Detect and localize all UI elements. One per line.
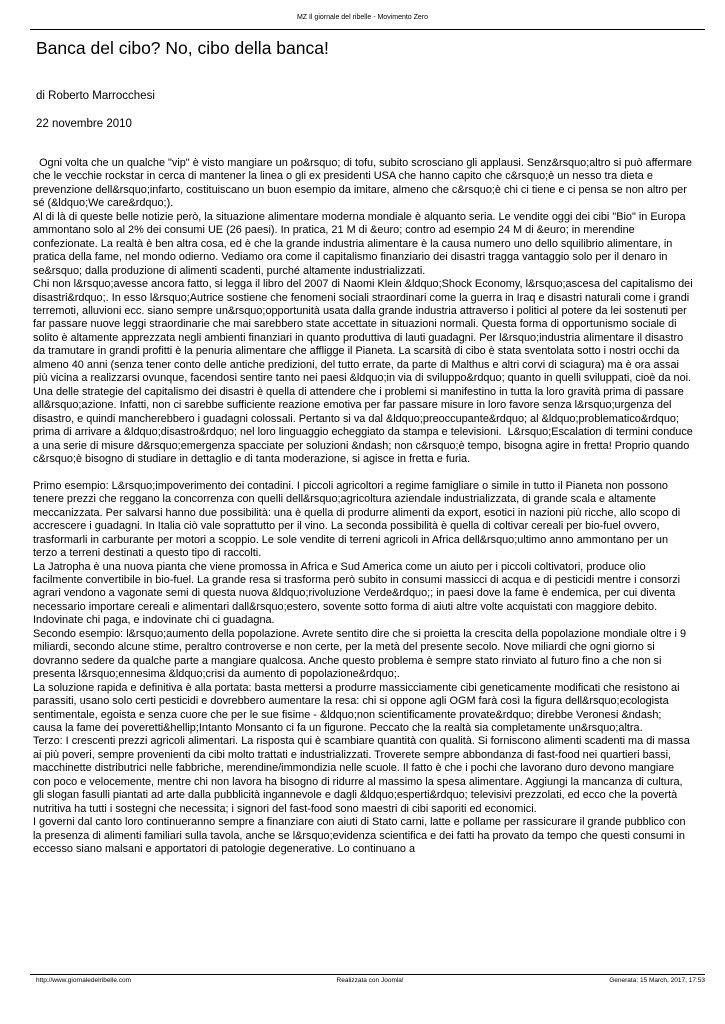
paragraph: Ogni volta che un qualche "vip" è visto mangiare un po&rsquo; di tofu, subito scrosciano gli applausi. Senz&rsquo;altro si può affermare che le vecchie rockstar in cerca di mantener la linea o gli ex presidenti USA che hanno capito che c&rsquo;è un nesso tra dieta e prevenzione dell&rsquo;infarto, costituiscano un buon esempio da imitare, almeno che c&rsquo;è chi ci tiene e ci pensa se non altro per sé (&ldquo;We care&rdquo;). [33, 157, 695, 210]
paragraph: Terzo: I crescenti prezzi agricoli alimentari. La risposta qui è scambiare quantità con qualità. Si forniscono alimenti scadenti ma di massa ai più poveri, sempre provenienti da cibi molto trattati e industrializzati. Troverete sempre abbondanza di fast-food nei quartieri bassi, macchinette distributrici nelle fabbriche, merendine/immondizia nelle scuole. Il fatto è che i pochi che lavorano duro devono mangiare con poco e velocemente, mentre chi non lavora ha bisogno di ridurre al massimo la spesa alimentare. Aggiungi la mancanza di cultura, gli slogan fasulli piantati ad arte dalla pubblicità ingannevole e dagli &ldquo;esperti&rdquo; televisivi prezzolati, ed ecco che la povertà nutritiva ha tutti i sostegni che necessita; i signori del fast-food sono maestri di cibi saporiti ed economici. [33, 735, 693, 815]
paragraph: I governi dal canto loro continueranno sempre a finanziare con aiuti di Stato carni, latte e pollame per rassicurare il grande pubblico con la presenza di alimenti familiari sulla tavola, anche se l&rsquo;evidenza scientifica e dei fatti ha provato da tempo che questi consumi in eccesso siano malsani e apportatori di patologie degenerative. Lo continuano a [33, 816, 689, 856]
header-divider [30, 29, 705, 30]
page-footer [36, 977, 705, 984]
paragraph: Al di là di queste belle notizie però, la situazione alimentare moderna mondiale è alquanto seria. Le vendite oggi dei cibi "Bio" in Europa ammontano solo al 2% dei consumi UE (26 paesi). In pratica, 21 M di &euro; contro ad esempio 24 M di &euro; in merendine confezionate. La realtà è ben altra cosa, ed è che la grande industria alimentare è la causa numero uno dello squilibrio alimentare, in pratica della fame, nel mondo odierno. Vediamo ora come il capitalismo finanziario dei disastri tragga vantaggio solo per il denaro in se&rsquo; dalla produzione di alimenti scadenti, purché altamente industrializzati. [33, 210, 689, 277]
footer-divider [30, 974, 705, 975]
page-header: MZ Il giornale del ribelle - Movimento Zero [296, 14, 429, 21]
footer-cms-credit: Realizzata con Joomla! [336, 977, 404, 984]
article-title: Banca del cibo? No, cibo della banca! [36, 38, 329, 58]
paragraph: Primo esempio: L&rsquo;impoverimento dei contadini. I piccoli agricoltori a regime famigliare o simile in tutto il Pianeta non possono tenere prezzi che reggano la concorrenza con quelli dell&rsquo;agricoltura aziendale industrializzata, di grande scala e altamente meccanizzata. Per salvarsi hanno due possibilità: una è quella di produrre alimenti da export, esotici in nazioni più ricche, allo scopo di accrescere i guadagni. In Italia ciò vale soprattutto per il vino. La seconda possibilità è quella di coltivar cereali per bio-fuel ovvero, trasformarli in carburante per motori a scoppio. Le sole vendite di terreni agricoli in Africa dell&rsquo;ultimo anno ammontano per un terzo a terreni destinati a questo tipo di raccolti. [33, 479, 684, 560]
footer-site-link[interactable]: http://www.giornaledelribelle.com [36, 977, 132, 984]
paragraph: Secondo esempio: l&rsquo;aumento della popolazione. Avrete sentito dire che si proietta la crescita della popolazione mondiale oltre i 9 miliardi, secondo alcune stime, peraltro controverse e non certe, per la metà del presente secolo. Nove miliardi che ogni giorno si dovranno sedere da qualche parte a mangiare qualcosa. Anche questo problema è sempre stato rinviato al futuro fino a che non si presenta l&rsquo;ennesima &ldquo;crisi da aumento di popolazione&rdquo;. [33, 627, 690, 681]
footer-generated-date: Generata: 15 March, 2017, 17:53 [609, 977, 705, 984]
article-body [33, 157, 696, 974]
paragraph: Una delle strategie del capitalismo dei disastri è quella di attendere che i problemi si manifestino in tutta la loro gravità prima di passare all&rsquo;azione. Infatti, non ci sarebbe sufficiente reazione emotiva per far passare misure in loro favore senza l&rsquo;urgenza del disastro, e quindi mancherebbero i guadagni colossali. Pertanto si va dal &ldquo;preoccupante&rdquo; al &ldquo;problematico&rdquo; prima di arrivare a &ldquo;disastro&rdquo; nel loro linguaggio echeggiato da stampa e televisioni. L&rsquo;Escalation di termini conduce a una serie di misure d&rsquo;emergenza spacciate per soluzioni &ndash; non c&rsquo;è tempo, bisogna agire in fretta! Proprio quando c&rsquo;è bisogno di studiare in dettaglio e di tanta moderazione, si agisce in fretta e furia. [33, 385, 696, 465]
article-author: di Roberto Marrocchesi [36, 90, 155, 102]
paragraph: La soluzione rapida e definitiva è alla portata: basta mettersi a produrre massicciamente cibi geneticamente modificati che resistono ai parassiti, usano solo certi pesticidi e dovrebbero aumentare la resa: chi si oppone agli OGM farà così la figura dell&rsquo;ecologista sentimentale, egoista e senza cuore che per le sue fisime - &ldquo;non scientificamente provate&rdquo; direbbe Veronesi &ndash; causa la fame dei poveretti&hellip;Intanto Monsanto ci fa un figurone. Peccato che la realtà sia completamente un&rsquo;altra. [33, 681, 683, 735]
article-date: 22 novembre 2010 [36, 118, 132, 130]
paragraph: La Jatropha è una nuova pianta che viene promossa in Africa e Sud America come un aiuto per i piccoli coltivatori, produce olio facilmente convertibile in bio-fuel. La grande resa si trasforma però subito in consumi massicci di acqua e di pesticidi mentre i consorzi agrari vendono a vagonate semi di questa nuova &ldquo;rivoluzione Verde&rdquo;; in paesi dove la fame è endemica, per cui diventa necessario importare cereali e alimentari dall&rsquo;estero, sovente sotto forma di aiuti altre volte acquistati con maggiore debito. Indovinate chi paga, e indovinate chi ci guadagna. [33, 560, 684, 627]
paragraph: Chi non l&rsquo;avesse ancora fatto, si legga il libro del 2007 di Naomi Klein &ldquo;Shock Economy, l&rsquo;ascesa del capitalismo dei disastri&rdquo;. In esso l&rsquo;Autrice sostiene che fenomeni sociali straordinari come la guerra in Iraq e disastri naturali come i grandi terremoti, alluvioni ecc. siano sempre un&rsquo;opportunità usata dalla grande industria attraverso i politici al potere da lei sostenuti per far passare nuove leggi straordinarie che mai sarebbero state accettate in situazioni normali. Questa forma di opportunismo sociale di solito è altamente apprezzata negli ambienti finanziari in quanto produttiva di lauti guadagni. Per l&rsquo;industria alimentare il disastro da tramutare in grandi profitti è la penuria alimentare che affligge il Pianeta. La scarsità di cibo è stata sventolata sotto i nostri occhi da almeno 40 anni (senza tener conto delle antiche predizioni, del tutto errate, da parte di Malthus e altri corvi di sciagura) ma è ora assai più vicina a realizzarsi ovunque, facendosi sentire tanto nei paesi &ldquo;in via di sviluppo&rdquo; quanto in quelli sviluppati, cioè da noi. [33, 278, 696, 385]
